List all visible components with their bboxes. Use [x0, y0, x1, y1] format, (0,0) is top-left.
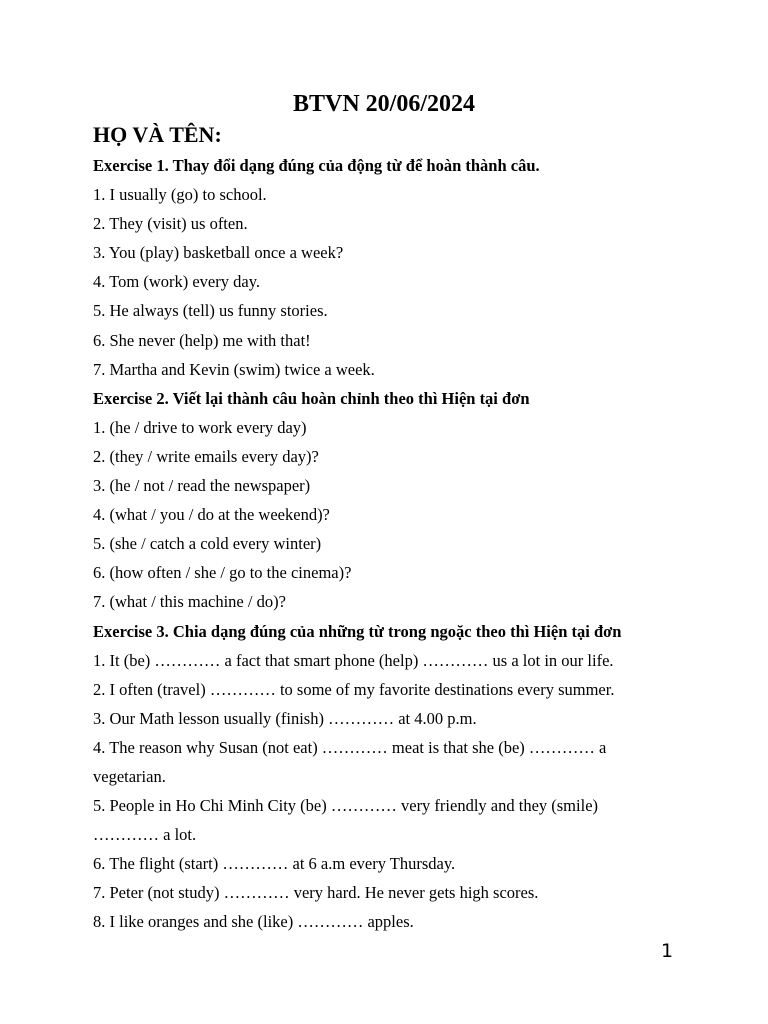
exercise-1-item: 7. Martha and Kevin (swim) twice a week. [93, 359, 375, 379]
exercise-2-item: 1. (he / drive to work every day) [93, 417, 307, 437]
exercise-2-item: 2. (they / write emails every day)? [93, 446, 319, 466]
student-name-label: HỌ VÀ TÊN: [93, 122, 222, 147]
exercise-3-line: 4. The reason why Susan (not eat) ………… meat is that she (be) ………… a [93, 737, 607, 757]
exercise-3-line: 5. People in Ho Chi Minh City (be) ………… very friendly and they (smile) [93, 796, 599, 816]
page-number: 1 [661, 940, 674, 962]
exercise-1-item: 5. He always (tell) us funny stories. [93, 301, 328, 321]
exercise-3-line: 7. Peter (not study) ………… very hard. He never gets high scores. [93, 883, 539, 903]
exercise-3-line: ………… a lot. [93, 825, 197, 845]
exercise-2-heading: Exercise 2. Viết lại thành câu hoàn chỉnh theo thì Hiện tại đơn [93, 388, 530, 408]
exercise-3-line: 8. I like oranges and she (like) ………… apples. [93, 912, 414, 932]
exercise-2-item: 7. (what / this machine / do)? [93, 592, 286, 612]
exercise-3-line: vegetarian. [93, 766, 166, 786]
exercise-1-item: 1. I usually (go) to school. [93, 185, 267, 205]
exercise-3-line: 2. I often (travel) ………… to some of my favorite destinations every summer. [93, 679, 615, 699]
exercise-2-item: 5. (she / catch a cold every winter) [93, 534, 322, 554]
exercise-1-item: 2. They (visit) us often. [93, 214, 248, 234]
exercise-2-item: 4. (what / you / do at the weekend)? [93, 505, 330, 525]
exercise-3-line: 1. It (be) ………… a fact that smart phone (help) ………… us a lot in our life. [93, 650, 614, 670]
exercise-3-heading: Exercise 3. Chia dạng đúng của những từ trong ngoặc theo thì Hiện tại đơn [93, 621, 622, 641]
exercise-1-item: 6. She never (help) me with that! [93, 330, 311, 350]
page-title: BTVN 20/06/2024 [292, 91, 475, 117]
exercise-3-line: 6. The flight (start) ………… at 6 a.m every Thursday. [93, 854, 456, 874]
worksheet-body [93, 151, 683, 937]
exercise-2-item: 6. (how often / she / go to the cinema)? [93, 563, 352, 583]
exercise-1-heading: Exercise 1. Thay đổi dạng đúng của động từ để hoàn thành câu. [93, 156, 540, 175]
exercise-3-line: 3. Our Math lesson usually (finish) ………… at 4.00 p.m. [93, 708, 477, 728]
exercise-2-item: 3. (he / not / read the newspaper) [93, 476, 311, 496]
exercise-1-item: 3. You (play) basketball once a week? [93, 243, 344, 263]
exercise-1-item: 4. Tom (work) every day. [93, 272, 261, 292]
